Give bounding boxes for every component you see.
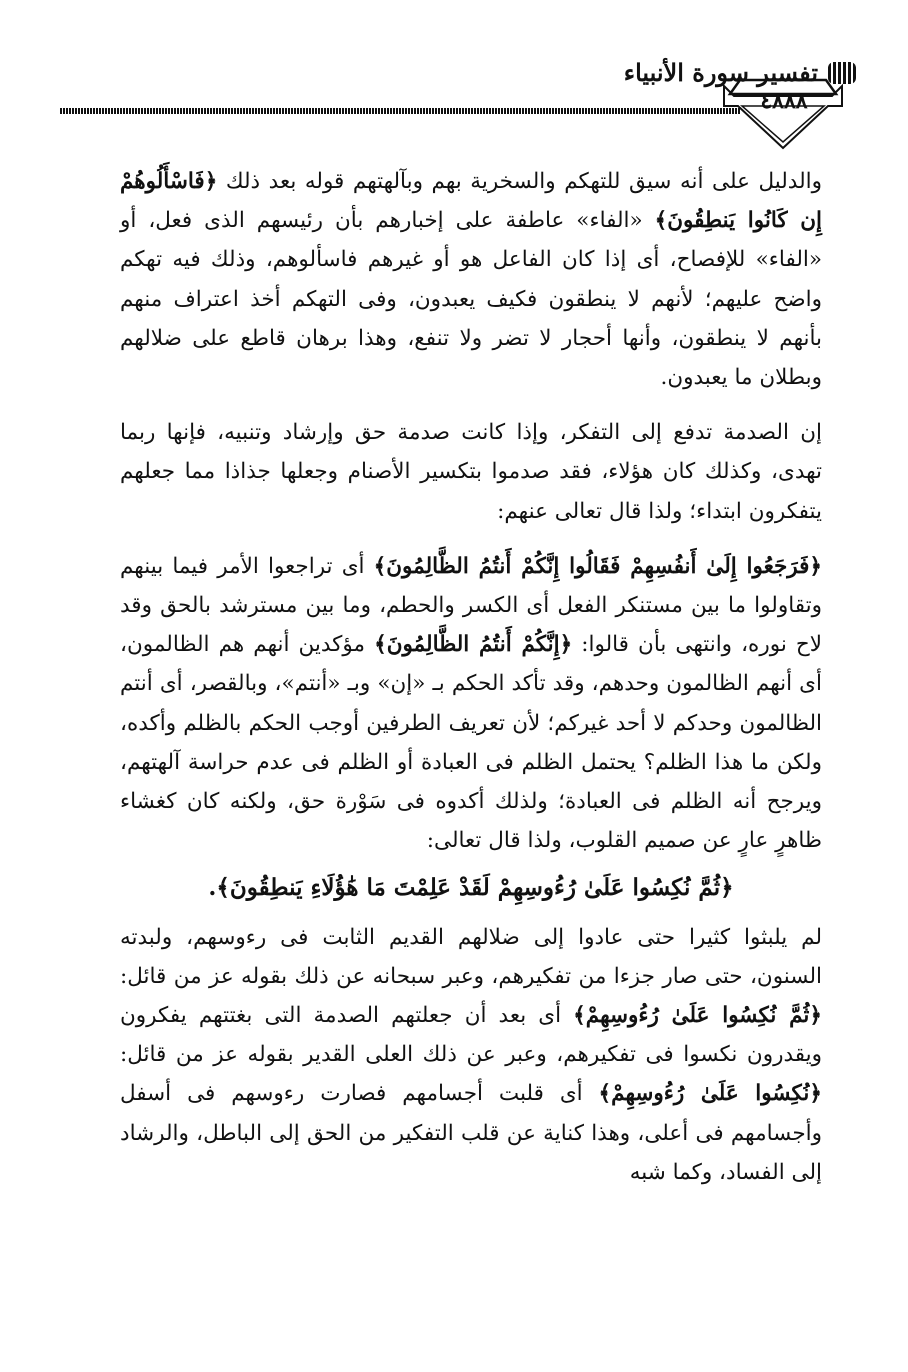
paragraph	[120, 413, 822, 531]
verse-line	[120, 868, 822, 907]
quran-quote: ﴿ثُمَّ نُكِسُوا عَلَىٰ رُءُوسِهِمْ لَقَدْ عَلِمْتَ مَا هَٰؤُلَاءِ يَنطِقُونَ﴾	[216, 874, 734, 902]
paragraph	[120, 162, 822, 397]
text-run: لم يلبثوا كثيرا حتى عادوا إلى ضلالهم القديم الثابت فى رءوسهم، ولبدته السنون، حتى صار جزءا من تفكيرهم، وعبر سبحانه عن ذلك بقوله عز من قائل:	[120, 924, 822, 989]
quran-quote: ﴿فَرَجَعُوا إِلَىٰ أَنفُسِهِمْ فَقَالُوا إِنَّكُمْ أَنتُمُ الظَّالِمُونَ﴾	[373, 553, 822, 579]
text-run: أى تراجعوا الأمر فيما بينهم وتقاولوا ما بين مستنكر الفعل أى الكسر والحطم، وما بين مسترشد بالحق وقد لاح نوره، وانتهى بأن قالوا:	[120, 553, 822, 658]
text-run: «الفاء» عاطفة على إخبارهم بأن رئيسهم الذى فعل، أو «الفاء» للإفصاح، أى إذا كان الفاعل هو أو غيرهم فاسألوهم، وذلك فيه تهكم واضح عليهم؛ لأنهم لا ينطقون فكيف يعبدون، وفى التهكم أخذ اعتراف منهم بأنهم لا ينطقون، وأنها أحجار لا تضر ولا تنفع، وهذا برهان قاطع على ضلالهم وبطلان ما يعبدون.	[120, 208, 822, 391]
body-text	[120, 162, 822, 1192]
quran-quote: ﴿ثُمَّ نُكِسُوا عَلَىٰ رُءُوسِهِمْ﴾	[573, 1003, 822, 1029]
paragraph	[120, 547, 822, 861]
text-run: إن الصدمة تدفع إلى التفكر، وإذا كانت صدمة حق وإرشاد وتنبيه، فإنها ربما تهدى، وكذلك كان هؤلاء، فقد صدموا بتكسير الأصنام وجعلها جذاذا مما جعلهم يتفكرون ابتداء؛ ولذا قال تعالى عنهم:	[120, 420, 822, 524]
text-run: أى بعد أن جعلتهم الصدمة التى بغتتهم يفكرون ويقدرون نكسوا فى تفكيرهم، وعبر عن ذلك العلى القدير بقوله عز من قائل:	[120, 1003, 822, 1068]
quran-quote: ﴿نُكِسُوا عَلَىٰ رُءُوسِهِمْ﴾	[598, 1081, 822, 1107]
page-number: ٤٨٨٨	[760, 88, 808, 114]
quran-quote: ﴿إِنَّكُمْ أَنتُمُ الظَّالِمُونَ﴾	[374, 632, 573, 658]
text-run: مؤكدين أنهم هم الظالمون، أى أنهم الظالمون وحدهم، وقد تأكد الحكم بـ «إن» وبـ «أنتم»، وبالقصر، أى أنتم الظالمون وحدكم لا أحد غيركم؛ لأن تعريف الطرفين أوجب الحكم بالظلم وأكده، ولكن ما هذا الظلم؟ يحتمل الظلم فى العبادة أو الظلم فى عدم حراسة آلهتهم، ويرجح أنه الظلم فى العبادة؛ ولذلك أكدوه فى سَوْرة حق، ولكنه كان كغشاء ظاهرٍ عارٍ عن صميم القلوب، ولذا قال تعالى:	[120, 632, 822, 854]
page-header	[0, 0, 908, 150]
running-title: تفسير سورة الأنبياء	[623, 58, 818, 87]
paragraph	[120, 918, 822, 1192]
text-run: أى قلبت أجسامهم فصارت رءوسهم فى أسفل وأجسامهم فى أعلى، وهذا كناية عن قلب التفكير من الحق إلى الباطل، والرشاد إلى الفساد، وكما شبه	[120, 1081, 822, 1185]
header-rule	[60, 108, 740, 114]
text-run: والدليل على أنه سيق للتهكم والسخرية بهم وبآلهتهم قوله بعد ذلك	[217, 169, 822, 194]
text-run: .	[208, 874, 217, 902]
quran-quote: ﴿فَاسْأَلُوهُمْ إِن كَانُوا يَنطِقُونَ﴾	[120, 169, 822, 234]
